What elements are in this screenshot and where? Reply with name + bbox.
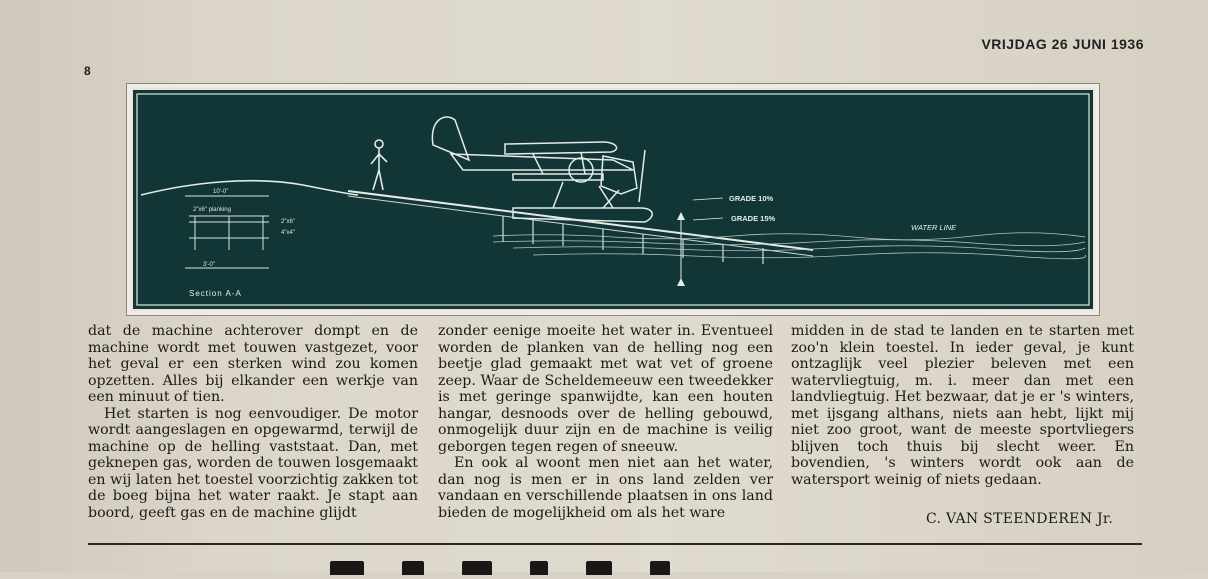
section-marker-top bbox=[677, 212, 685, 220]
paragraph: zonder eenige moeite het water in. Eventueel worden de planken van de helling nog een beetje glad gemaakt met wat vet of groene zeep. Waar de Scheldemeeuw een tweedekker is met geringe spanwijdte, kan een houten hangar, desnoods over de helling gebouwd, onmogelijk duur zijn en de machine is veilig geborgen tegen regen of sneeuw. bbox=[438, 323, 773, 455]
ramp-supports bbox=[503, 216, 763, 264]
section-a-a-label: Section A-A bbox=[189, 289, 242, 298]
article-column-3 bbox=[791, 323, 1134, 488]
grade-10-leader bbox=[693, 198, 723, 200]
paragraph: midden in de stad te landen en te starten met zoo'n klein toestel. In ieder geval, je kunt ontzaglijk veel plezier beleven met een watervliegtuig, m. i. meer dan met een landvliegtuig. Het bezwaar, dat je er 's winters, met ijsgang althans, niets aan hebt, lijkt mij niet zoo groot, want de meeste sportvliegers blijven toch thuis bij slecht weer. En bovendien, 's winters wordt ook aan de watersport weinig of niets gedaan. bbox=[791, 323, 1134, 488]
dim-bottom-label: 3'-0" bbox=[203, 262, 215, 268]
grade-10-label: GRADE 10% bbox=[729, 194, 774, 203]
page-date: VRIJDAG 26 JUNI 1936 bbox=[981, 36, 1144, 52]
grade-15-label: GRADE 15% bbox=[731, 214, 776, 223]
paragraph: En ook al woont men niet aan het water, dan nog is men er in ons land zelden ver vandaan en verschillende plaatsen in ons land bieden de mogelijkheid om als het ware bbox=[438, 455, 773, 521]
dim-top-label: 10'-0" bbox=[213, 189, 229, 195]
article-column-2 bbox=[438, 323, 773, 521]
person-figure bbox=[371, 140, 387, 190]
seaplane-slipway-drawing bbox=[126, 83, 1100, 316]
inner-border bbox=[137, 94, 1089, 305]
paragraph: Het starten is nog eenvoudiger. De motor wordt aangeslagen en opgewarmd, terwijl de machine op de helling vaststaat. Dan, met geknepen gas, worden de touwen losgemaakt en wij laten het toestel voorzichtig zakken tot de boeg bijna het water raakt. Je stapt aan boord, geeft gas en de machine glijdt bbox=[88, 405, 418, 521]
dim-4x4-label: 4"x4" bbox=[281, 230, 295, 236]
dim-planking-label: 2"x6" planking bbox=[193, 207, 231, 213]
author-signature: C. VAN STEENDEREN Jr. bbox=[926, 511, 1114, 527]
page-number: 8 bbox=[84, 64, 91, 78]
slipway-diagram bbox=[133, 90, 1093, 309]
article-column-1 bbox=[88, 323, 418, 521]
grade-15-leader bbox=[693, 218, 723, 220]
water-surface bbox=[493, 233, 1086, 259]
ground-line bbox=[141, 181, 358, 195]
dim-2x6-label: 2"x6" bbox=[281, 219, 295, 225]
blueprint-panel bbox=[131, 88, 1095, 311]
paragraph: dat de machine achterover dompt en de machine wordt met touwen vastgezet, voor het geval er een sterken wind zou komen opzetten. Alles bij elkander een werkje van een minuut of tien. bbox=[88, 323, 418, 405]
column-divider-rule bbox=[88, 543, 1142, 545]
water-line-label: WATER LINE bbox=[911, 223, 957, 232]
section-marker-bottom bbox=[677, 278, 685, 286]
